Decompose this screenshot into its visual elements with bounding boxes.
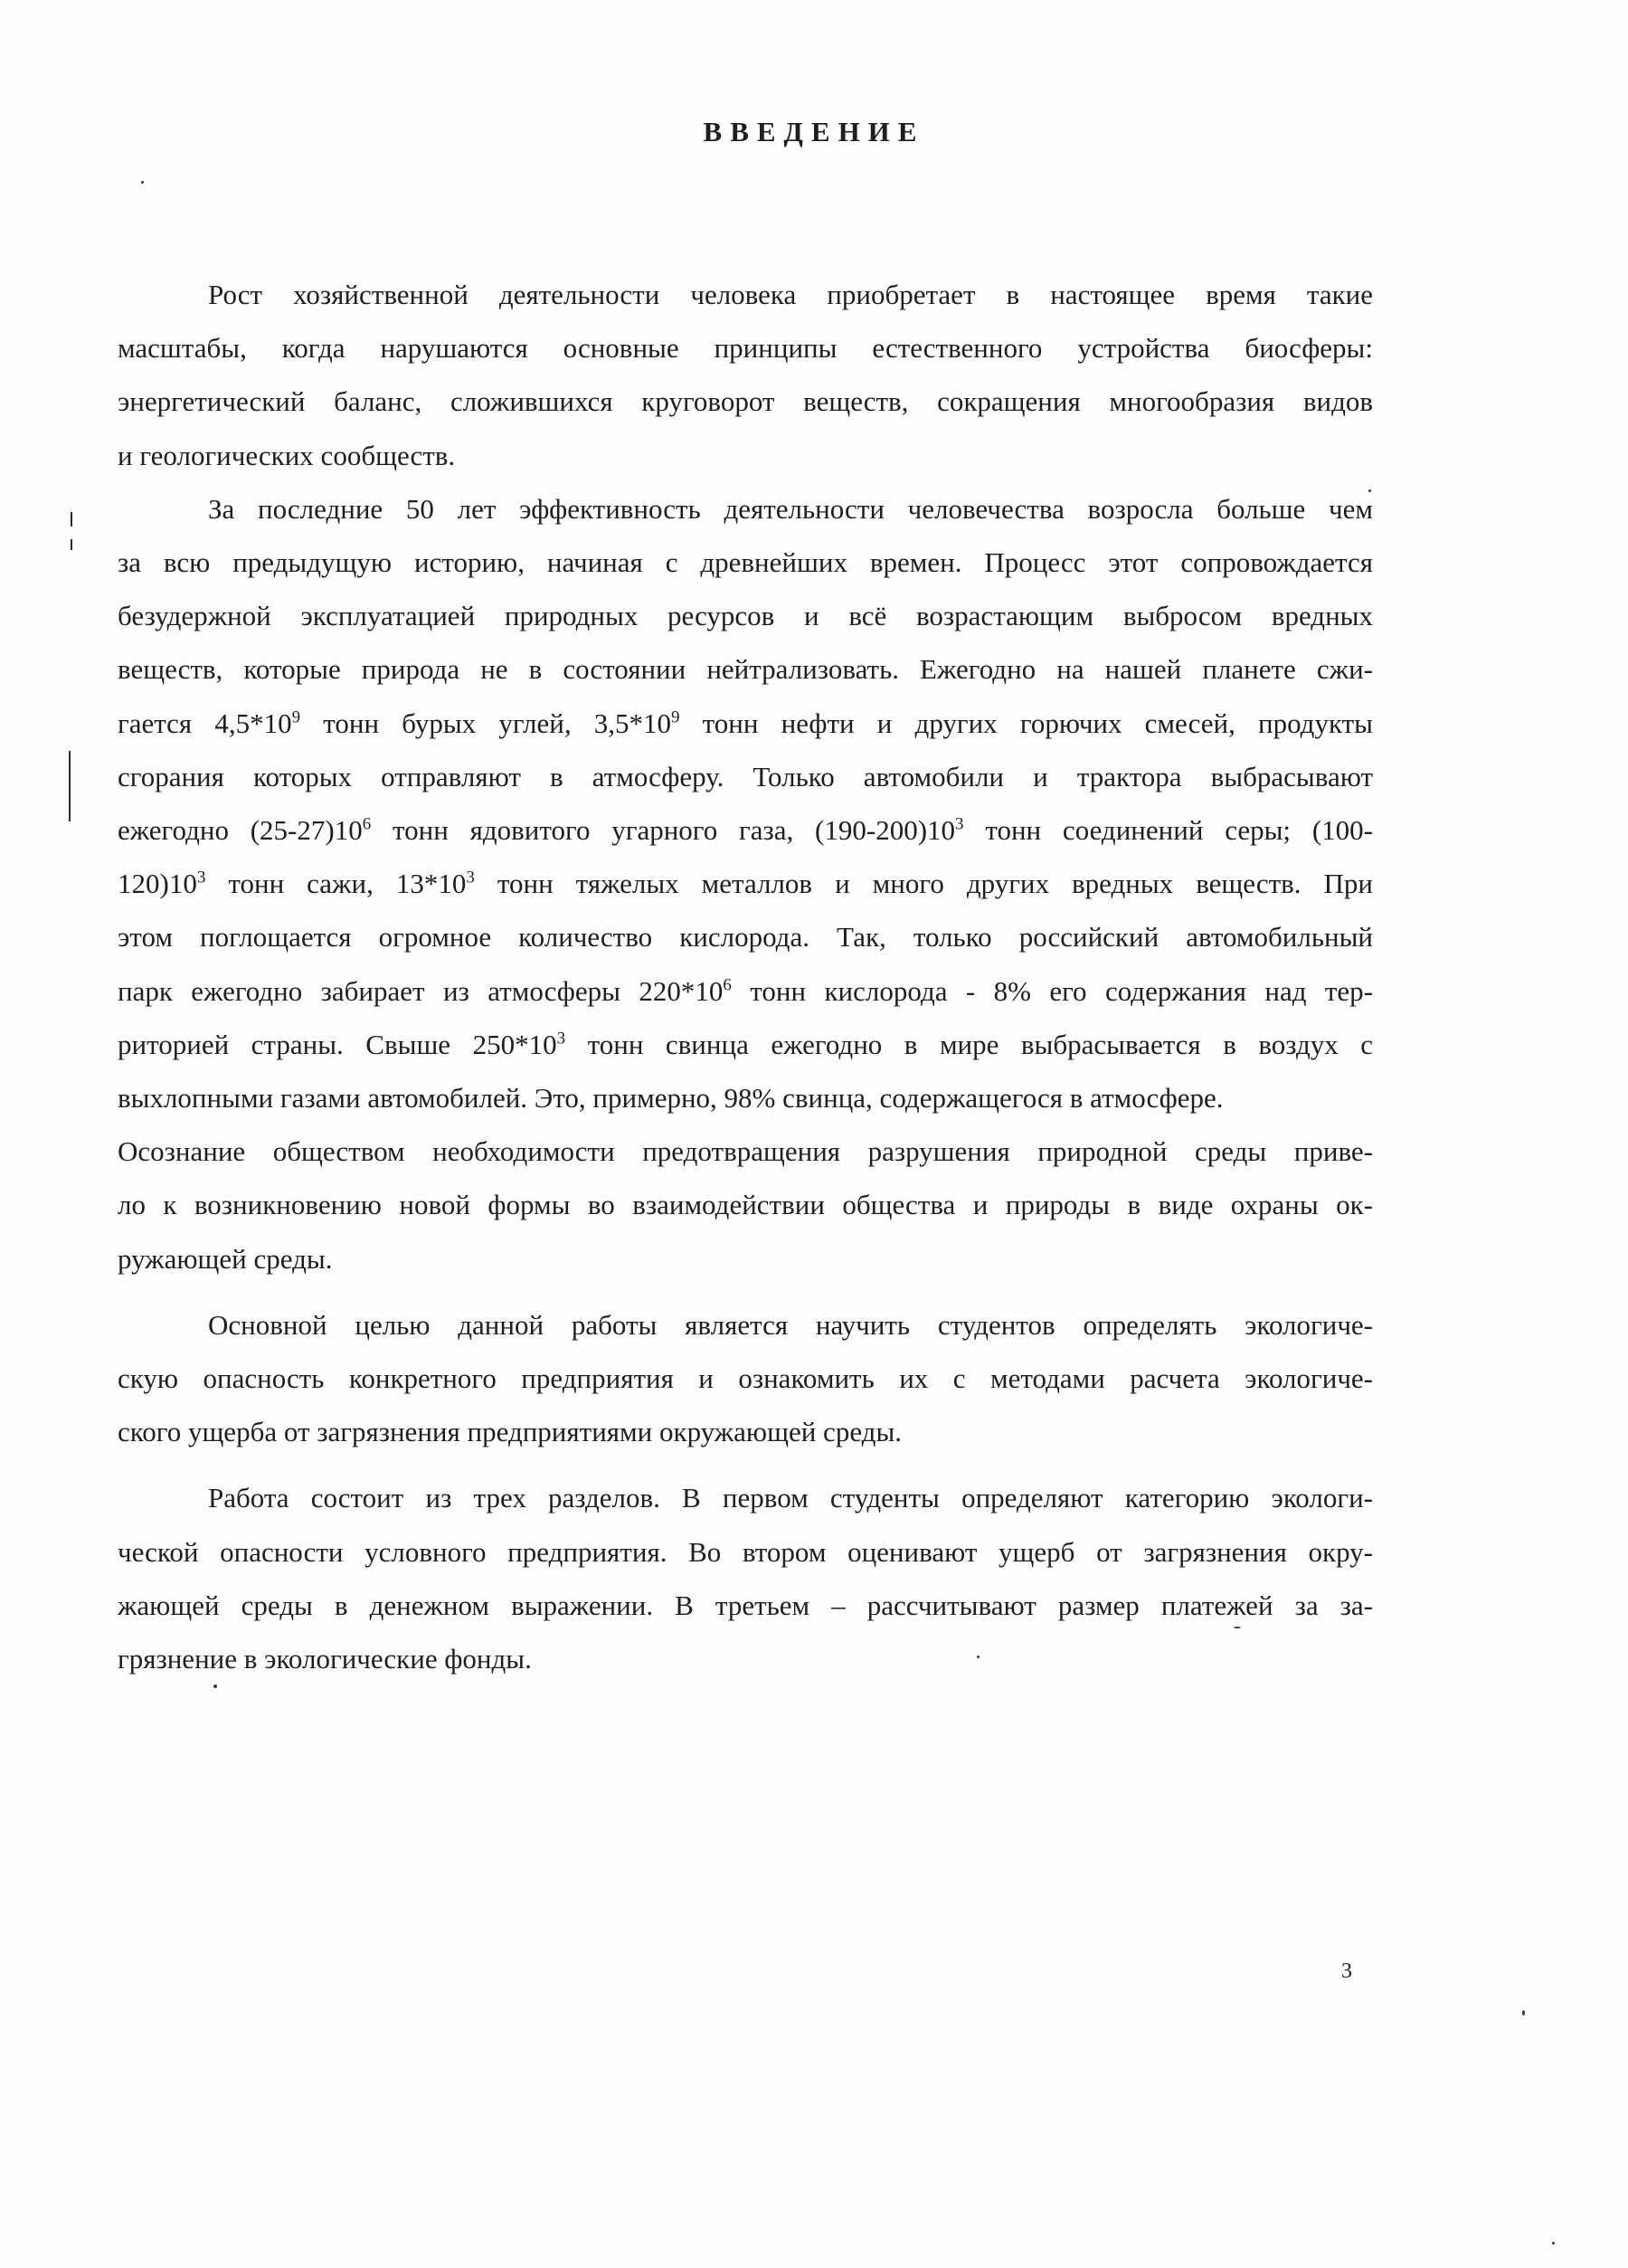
text-line: жающей среды в денежном выражении. В третьем – рассчитывают размер платежей за за- — [118, 1589, 1373, 1621]
text-line: грязнение в экологические фонды. — [118, 1643, 532, 1675]
text-line: $120)10^3$ тонн сажи, $13*10^3$ тонн тяжелых металлов и много других вредных веществ. При — [118, 868, 1373, 900]
text-line: Рост хозяйственной деятельности человека приобретает в настоящее время такие — [208, 279, 1373, 310]
scan-artifact-speck — [1522, 2010, 1525, 2016]
text-line: сгорания которых отправляют в атмосферу. Только автомобили и трактора выбрасывают — [118, 760, 1373, 792]
scan-artifact-speck — [141, 181, 144, 184]
text-line: ского ущерба от загрязнения предприятиями окружающей среды. — [118, 1416, 903, 1448]
paragraph-2 — [118, 482, 1373, 1286]
paragraph-4 — [118, 1471, 1373, 1685]
text-line: Осознание обществом необходимости предотвращения разрушения природной среды приве- — [118, 1135, 1373, 1168]
text-line: ло к возникновению новой формы во взаимодействии общества и природы в виде охраны ок- — [118, 1189, 1373, 1221]
body-text — [118, 268, 1373, 1685]
text-line: ежегодно $(25-27)10^6$ тонн ядовитого угарного газа, $(190-200)10^3$ тонн соединений серы; (100- — [118, 814, 1373, 847]
text-line: выхлопными газами автомобилей. Это, примерно, 98% свинца, содержащегося в атмосфере. — [118, 1082, 1224, 1115]
paragraph-1 — [118, 268, 1373, 482]
page-number: 3 — [1341, 1960, 1352, 1983]
text-line: за всю предыдущую историю, начиная с древнейших времен. Процесс этот сопровождается — [118, 546, 1373, 579]
text-line: безудержной эксплуатацией природных ресурсов и всё возрастающим выбросом вредных — [118, 600, 1373, 632]
scan-artifact-mark — [71, 539, 72, 550]
text-line: риторией страны. Свыше $250*10^3$ тонн свинца ежегодно в мире выбрасывается в воздух с — [118, 1028, 1373, 1060]
text-line: энергетический баланс, сложившихся круговорот веществ, сокращения многообразия видов — [118, 385, 1373, 418]
text-line: Основной целью данной работы является научить студентов определять экологиче- — [208, 1308, 1373, 1341]
text-line: гается $4,5*10^9$ тонн бурых углей, $3,5*10^9$ тонн нефти и других горючих смесей, продукты — [118, 707, 1373, 739]
text-line: скую опасность конкретного предприятия и ознакомить их с методами расчета экологиче- — [118, 1362, 1373, 1395]
scan-artifact-speck — [1234, 1627, 1241, 1628]
page-title: ВВЕДЕНИЕ — [703, 116, 925, 147]
text-line: За последние 50 лет эффективность деятельности человечества возросла больше чем — [208, 492, 1373, 525]
text-line: и геологических сообществ. — [118, 439, 456, 471]
scan-artifact-speck — [213, 1684, 217, 1688]
scan-artifact-speck — [977, 1656, 980, 1658]
scan-artifact-mark — [71, 512, 72, 527]
text-line: ружающей среды. — [118, 1242, 333, 1275]
scan-artifact-speck — [1368, 489, 1371, 492]
text-line: парк ежегодно забирает из атмосферы $220*10^6$ тонн кислорода - 8% его содержания над тер- — [118, 974, 1374, 1007]
paragraph-3 — [118, 1298, 1373, 1459]
text-line: веществ, которые природа не в состоянии нейтрализовать. Ежегодно на нашей планете сжи- — [118, 653, 1373, 686]
scan-artifact-speck — [1552, 2242, 1555, 2244]
text-line: этом поглощается огромное количество кислорода. Так, только российский автомобильный — [118, 921, 1373, 954]
text-line: масштабы, когда нарушаются основные принципы естественного устройства биосферы: — [118, 332, 1373, 365]
text-line: ческой опасности условного предприятия. Во втором оценивают ущерб от загрязнения окру- — [118, 1535, 1373, 1568]
scan-artifact-mark — [69, 751, 71, 821]
text-line: Работа состоит из трех разделов. В первом студенты определяют категорию экологи- — [208, 1482, 1373, 1514]
